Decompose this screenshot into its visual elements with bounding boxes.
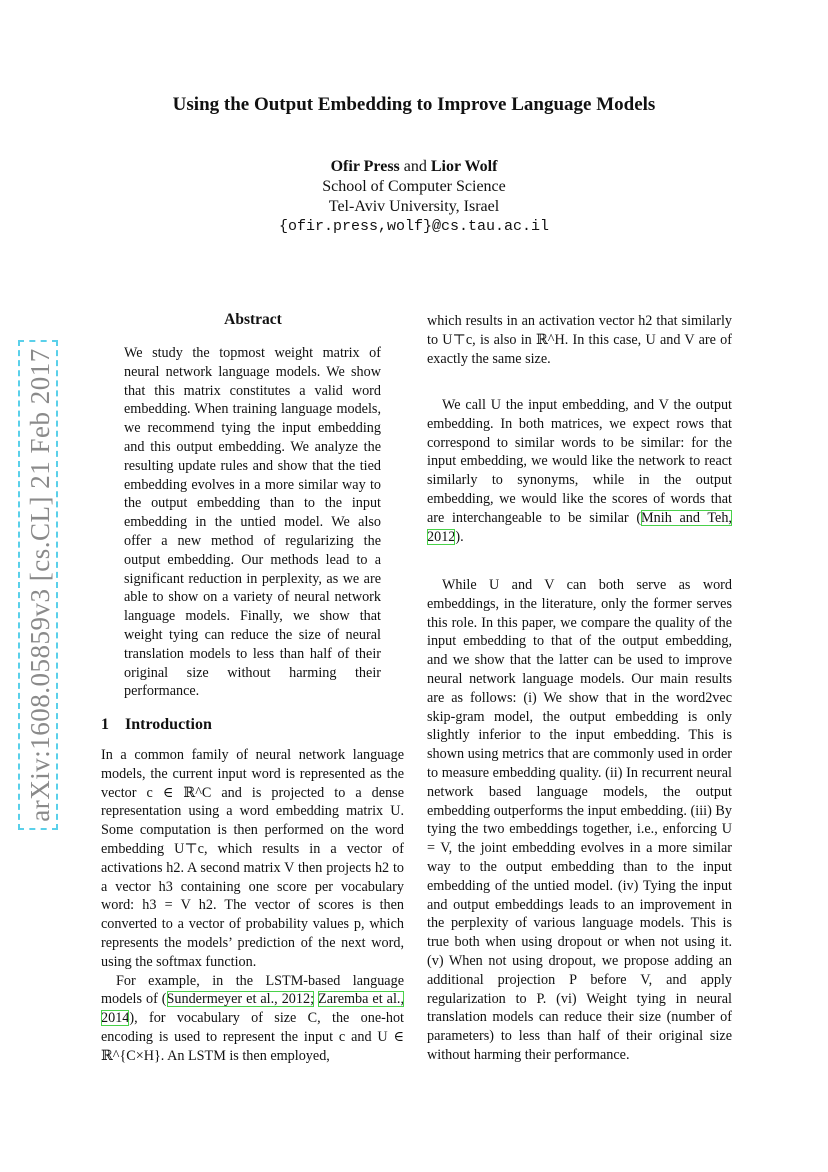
abstract-paragraph: We study the topmost weight matrix of neural network language models. We show that this matrix constitutes a valid word embedding. When training language models, we recommend tying the input embedding and this output embedding. We analyze the resulting update rules and show that the tied embedding evolves in a more similar way to the output embedding than to the input embedding in the untied model. We also offer a new method of regularizing the output embedding. Our methods lead to a significant reduction in perplexity, as we are able to show on a variety of neural network language models. Finally, we show that weight tying can reduce the size of neural translation models to less than half of their original size without harming their performance. bbox=[124, 345, 381, 700]
author-2: Lior Wolf bbox=[430, 158, 498, 175]
intro-paragraph-2 bbox=[101, 972, 404, 1066]
right-p3-text: While U and V can both serve as word embeddings, in the literature, only the former serves this role. In this paper, we compare the quality of the input embedding to that of the output embedding, and we show that the latter can be used to improve neural network language models. Our main results are as follows: (i) We show that in the word2vec skip-gram model, the output embedding is only slightly inferior to the input embedding. This is shown using metrics that are commonly used in order to measure embedding quality. (ii) In recurrent neural network based language models, the output embedding outperforms the input embedding. (iii) By tying the two embeddings together, i.e., enforcing U = V, the joint embedding evolves in a more similar way to the output embedding than to the input embedding of the untied model. (iv) Tying the input and output embeddings leads to an improvement in the perplexity of various language models. This is true both when using dropout or when not using it. (v) When not using dropout, we propose adding an additional projection P before V, and apply regularization to P. (vi) Weight tying in neural translation models can reduce their size (number of parameters) to less than half of their original size without harming their performance. bbox=[427, 577, 732, 1063]
author-1: Ofir Press bbox=[330, 158, 400, 175]
affiliation-university: Tel-Aviv University, Israel bbox=[328, 198, 500, 215]
right-paragraph-2 bbox=[427, 396, 732, 546]
intro-column bbox=[101, 746, 404, 1066]
right-paragraph-3 bbox=[427, 576, 732, 1065]
section-number: 1 bbox=[101, 716, 109, 733]
right-p2-text-a: We call U the input embedding, and V the output embedding. In both matrices, we expect rows that correspond to similar words to be similar: for the input embedding, we would like the network to react similarly to synonyms, while in the output embedding, we would like the scores of words that are interchangeable to be similar ( bbox=[427, 397, 732, 526]
citation-sundermeyer[interactable]: Sundermeyer et al., 2012; bbox=[166, 991, 315, 1008]
paper-title: Using the Output Embedding to Improve Language Models bbox=[172, 94, 656, 115]
right-p2 bbox=[427, 396, 732, 546]
arxiv-stamp-text[interactable]: arXiv:1608.05859v3 [cs.CL] 21 Feb 2017 bbox=[18, 340, 58, 830]
intro-paragraph-1: In a common family of neural network language models, the current input word is represented as the vector c ∈ ℝ^C and is projected to a dense representation using a word embedding matrix U. Some computation is then performed on the word embedding U⊤c, which results in a vector of activations h2. A second matrix V then projects h2 to a vector h3 containing one score per vocabulary word: h3 = V h2. The vector of scores is then converted to a vector of probability values p, which represents the models’ prediction of the next word, using the softmax function. bbox=[101, 747, 404, 970]
intro-p2-text-b: ), for vocabulary of size C, the one-hot encoding is used to represent the input c and U ∈ ℝ^{C×H}. An LSTM is then employed, bbox=[101, 1010, 404, 1064]
author-separator: and bbox=[403, 158, 427, 175]
right-p2-text-b: ). bbox=[455, 528, 464, 545]
citation-mnih-teh[interactable]: Mnih and Teh, 2012 bbox=[427, 509, 732, 545]
author-line bbox=[0, 157, 828, 177]
right-p1-text: which results in an activation vector h2 that similarly to U⊤c, is also in ℝ^H. In this case, U and V are of exactly the same size. bbox=[427, 313, 732, 367]
abstract-heading: Abstract bbox=[224, 311, 282, 328]
author-email: {ofir.press,wolf}@cs.tau.ac.il bbox=[278, 218, 550, 235]
intro-p2-text-a: For example, in the LSTM-based language models of ( bbox=[101, 972, 404, 1008]
section-heading bbox=[101, 716, 212, 734]
citation-zaremba[interactable]: Zaremba et al., 2014 bbox=[101, 991, 405, 1027]
section-title: Introduction bbox=[125, 716, 212, 733]
right-paragraph-1 bbox=[427, 312, 732, 368]
author-block bbox=[0, 157, 828, 237]
arxiv-stamp[interactable] bbox=[18, 340, 58, 830]
abstract-text bbox=[124, 344, 381, 701]
affiliation-school: School of Computer Science bbox=[322, 178, 506, 195]
